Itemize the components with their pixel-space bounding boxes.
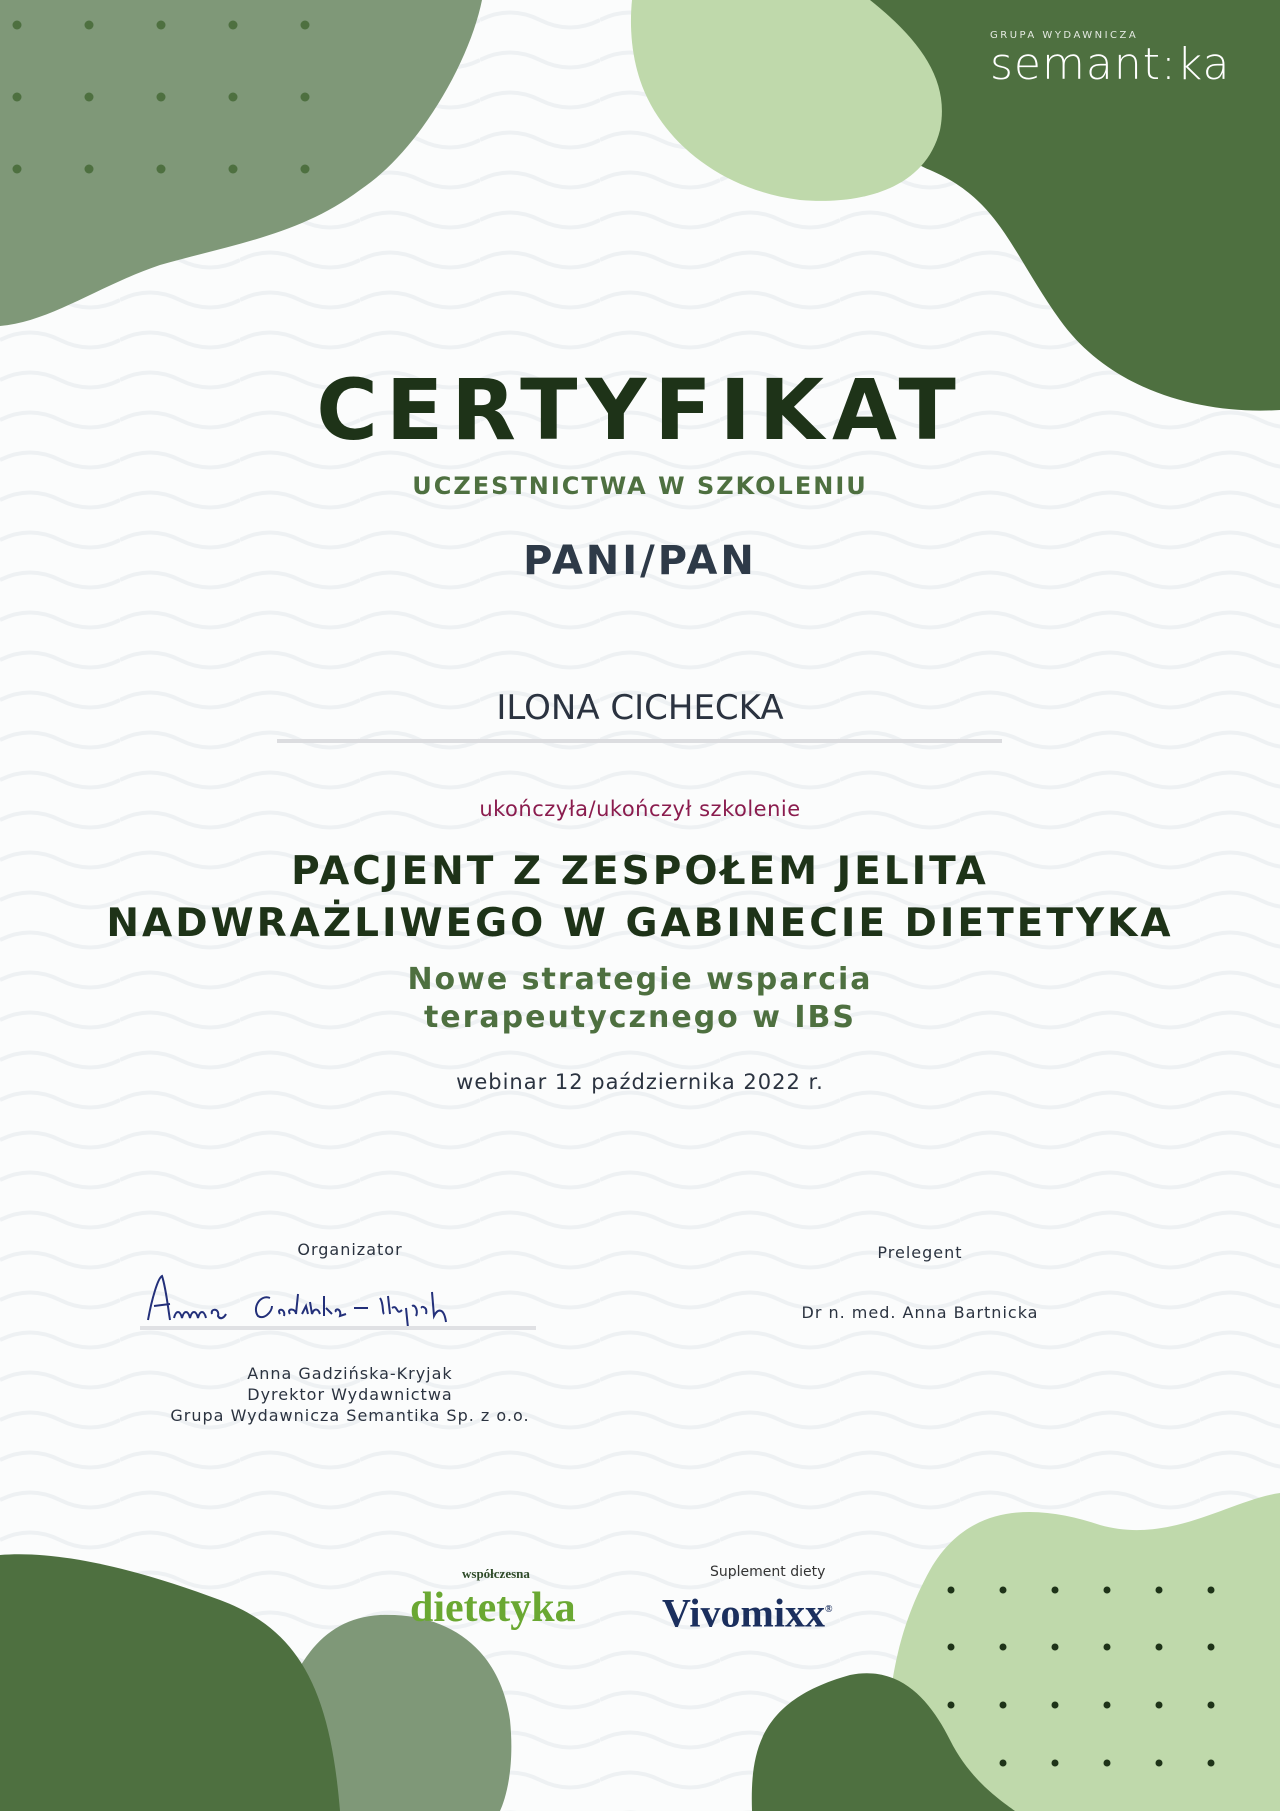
logo-big-text: semant:ka — [990, 39, 1231, 90]
organizer-company: Grupa Wydawnicza Semantika Sp. z o.o. — [170, 1406, 530, 1425]
name-underline — [277, 739, 1002, 743]
logo-small-text: GRUPA WYDAWNICZA — [990, 30, 1139, 41]
course-subtitle-line-2: terapeutycznego w IBS — [423, 1000, 857, 1035]
signature-line — [140, 1326, 536, 1330]
vivomixx-tagline: Suplement diety — [710, 1564, 826, 1580]
dietetyka-logo: dietetyka — [410, 1585, 576, 1631]
course-title-line-1: PACJENT Z ZESPOŁEM JELITA — [291, 849, 989, 894]
dietetyka-logo-small: współczesna — [462, 1566, 530, 1581]
vivomixx-logo-text: Vivomixx — [662, 1590, 825, 1636]
organizer-name: Anna Gadzińska-Kryjak — [247, 1364, 453, 1383]
organizer-info — [120, 1363, 580, 1426]
organizer-label: Organizator — [297, 1240, 403, 1259]
vivomixx-logo — [662, 1588, 832, 1635]
speaker-label: Prelegent — [877, 1243, 963, 1262]
event-date: webinar 12 października 2022 r. — [456, 1070, 824, 1094]
registered-mark: ® — [824, 1604, 833, 1615]
course-subtitle-line-1: Nowe strategie wsparcia — [407, 962, 873, 997]
certificate-title: CERTYFIKAT — [316, 361, 964, 459]
completed-text: ukończyła/ukończył szkolenie — [479, 797, 801, 821]
semantika-logo — [990, 30, 1231, 90]
salutation: PANI/PAN — [523, 538, 757, 584]
organizer-role: Dyrektor Wydawnictwa — [247, 1385, 453, 1404]
certificate-subtitle: UCZESTNICTWA W SZKOLENIU — [412, 472, 868, 500]
course-title-line-2: NADWRAŻLIWEGO W GABINECIE DIETETYKA — [106, 901, 1174, 946]
speaker-name: Dr n. med. Anna Bartnicka — [801, 1303, 1039, 1322]
participant-name: ILONA CICHECKA — [496, 688, 784, 728]
